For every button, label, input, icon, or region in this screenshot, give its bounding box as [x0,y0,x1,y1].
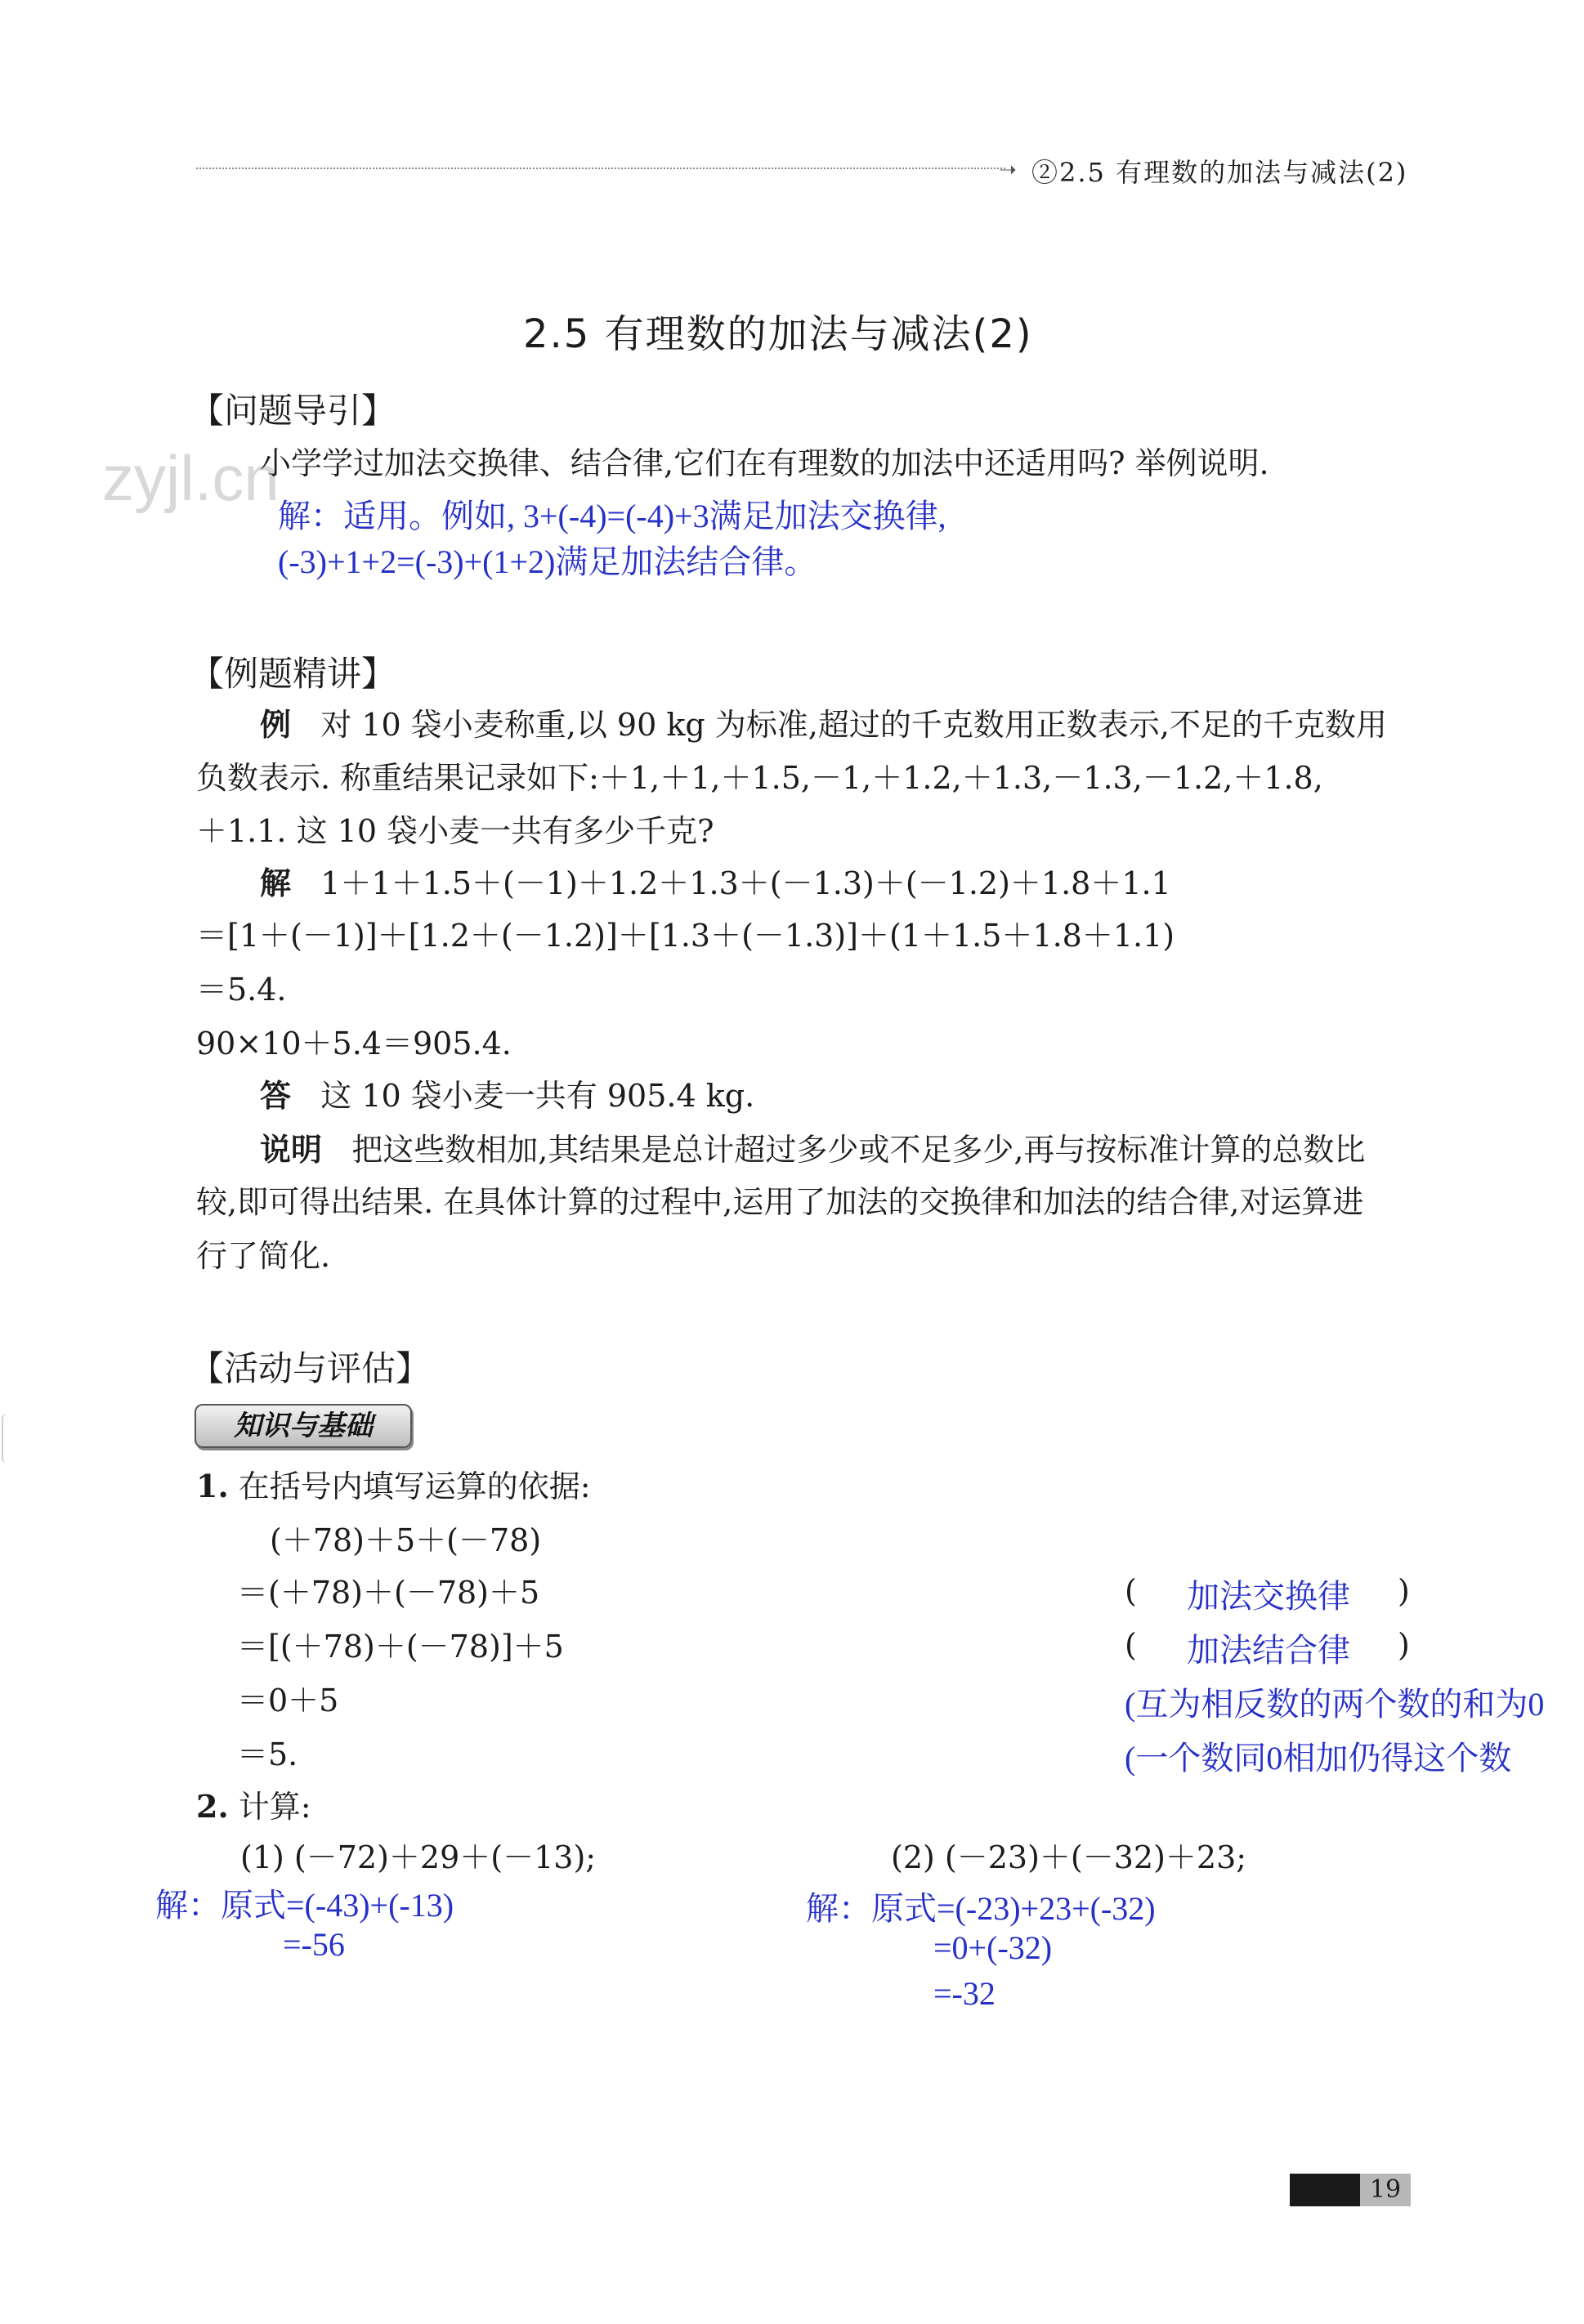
running-header [1031,152,1407,190]
q1-step-3: ＝0＋5 [237,1683,339,1718]
header-arrow-icon: ➝ [999,158,1017,182]
q1-bracket-close-1: ) [1398,1573,1410,1609]
q2-prompt: 计算: [238,1789,311,1825]
example-text: 对 10 袋小麦称重,以 90 kg 为标准,超过的千克数用正数表示,不足的千克数用 [320,707,1387,743]
guide-answer-line2: (-3)+1+2=(-3)+(1+2)满足加法结合律。 [278,543,817,580]
q2-part1-answer-line2: =-56 [283,1926,345,1963]
example-label: 例 [260,706,292,743]
running-title: 2.5 有理数的加法与减法(2) [1059,157,1408,188]
q1-step-4: ＝5. [237,1736,298,1772]
note-line3: 行了简化. [196,1238,331,1274]
q1-number: 1. [196,1468,229,1504]
note-line2: 较,即可得出结果. 在具体计算的过程中,运用了加法的交换律和加法的结合律,对运算进 [196,1184,1364,1220]
q2-part2-problem: (2) (－23)＋(－32)＋23; [891,1839,1247,1875]
knowledge-badge: 知识与基础 [195,1404,412,1448]
q1-reason-1: 加法交换律 [1187,1578,1350,1615]
section-heading-activity: 【活动与评估】 [190,1348,431,1388]
solution-line4: 90×10＋5.4＝905.4. [196,1026,512,1061]
page-title: 2.5 有理数的加法与减法(2) [523,311,1033,357]
solution-line2: ＝[1＋(－1)]＋[1.2＋(－1.2)]＋[1.3＋(－1.3)]＋(1＋1.5＋1.8＋1.1) [196,918,1175,954]
page-fold-mark [2,1414,21,1463]
page-number-bar [1290,2174,1360,2206]
note-label: 说明 [260,1131,323,1168]
solution-line1 [260,865,1171,902]
header-rule [196,168,1005,169]
q2-number: 2. [196,1788,229,1825]
section-heading-example: 【例题精讲】 [190,654,396,694]
q1-prompt-line [196,1468,591,1505]
section-heading-guide: 【问题导引】 [190,391,396,431]
guide-question: 小学学过加法交换律、结合律,它们在有理数的加法中还适用吗? 举例说明. [260,445,1269,481]
note-text: 把这些数相加,其结果是总计超过多少或不足多少,再与按标准计算的总数比 [351,1132,1366,1168]
answer-line [260,1077,754,1115]
note-line1 [260,1131,1365,1169]
watermark: zyjl.cn [102,442,280,514]
q2-prompt-line [196,1788,311,1826]
q1-bracket-open-1: ( [1125,1573,1137,1609]
q1-step-2: ＝[(＋78)＋(－78)]＋5 [237,1629,564,1665]
example-line2: 负数表示. 称重结果记录如下:＋1,＋1,＋1.5,－1,＋1.2,＋1.3,－1.3,－1.2,＋1.8, [196,760,1323,796]
answer-text: 这 10 袋小麦一共有 905.4 kg. [320,1078,755,1114]
q1-step-0: (＋78)＋5＋(－78) [270,1522,542,1558]
solution-label: 解 [260,865,292,901]
q2-part2-answer-line2: =0+(-32) [933,1929,1053,1966]
page-number: 19 [1360,2174,1411,2206]
q2-part2-answer-line1: 解：原式=(-23)+23+(-32) [806,1890,1156,1927]
q2-part1-answer-line1: 解：原式=(-43)+(-13) [155,1887,454,1924]
q2-part2-answer-line3: =-32 [933,1975,996,2012]
q1-reason-2: 加法结合律 [1187,1632,1350,1669]
q1-step-1: ＝(＋78)＋(－78)＋5 [237,1575,540,1611]
q2-part1-problem: (1) (－72)＋29＋(－13); [240,1839,597,1875]
q1-reason-4: (一个数同0相加仍得这个数 [1125,1740,1512,1777]
q1-bracket-open-2: ( [1125,1627,1137,1663]
q1-bracket-close-2: ) [1398,1627,1410,1663]
guide-answer-line1: 解：适用。例如, 3+(-4)=(-4)+3满足加法交换律, [278,498,946,534]
q1-prompt: 在括号内填写运算的依据: [238,1468,591,1504]
answer-label: 答 [260,1077,292,1114]
example-line1 [260,706,1387,744]
solution-text: 1＋1＋1.5＋(－1)＋1.2＋1.3＋(－1.3)＋(－1.2)＋1.8＋1.1 [320,865,1171,901]
chapter-mark: ② [1031,157,1060,188]
example-line3: ＋1.1. 这 10 袋小麦一共有多少千克? [196,813,714,849]
solution-line3: ＝5.4. [196,972,287,1008]
q1-reason-3: (互为相反数的两个数的和为0 [1125,1686,1545,1723]
